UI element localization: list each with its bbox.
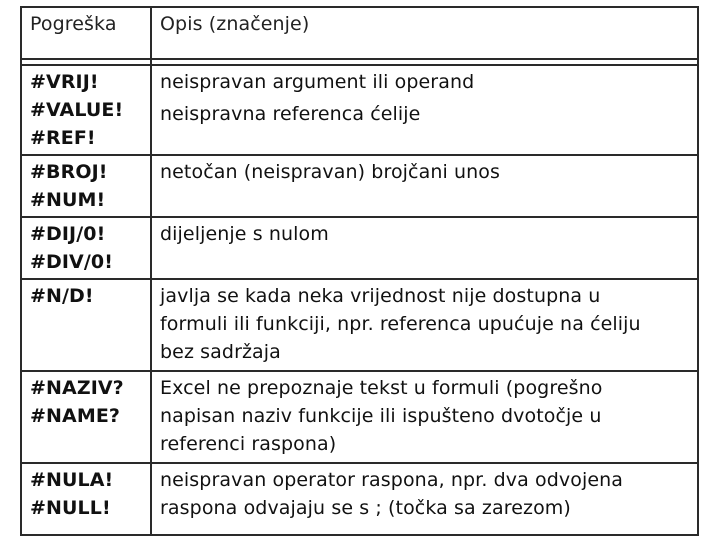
error-codes-cell <box>21 463 151 535</box>
error-description-cell <box>151 217 698 279</box>
header-cell-description: Opis (značenje) <box>151 7 698 59</box>
error-description-cell <box>151 463 698 535</box>
error-codes-cell <box>21 217 151 279</box>
table-row-na <box>21 279 698 371</box>
error-description-cell <box>151 279 698 371</box>
error-code: #NULL! <box>30 497 111 519</box>
description-line: neispravan operator raspona, npr. dva odvojena <box>160 469 623 491</box>
error-code: #NAZIV? <box>30 377 124 399</box>
error-codes-cell <box>21 65 151 155</box>
description-line: referenci raspona) <box>160 433 337 455</box>
table-row-num <box>21 155 698 217</box>
description-line: dijeljenje s nulom <box>160 223 329 245</box>
error-description-cell <box>151 155 698 217</box>
error-code: #DIJ/0! <box>30 223 106 245</box>
table-row-value-ref <box>21 65 698 155</box>
error-code: #REF! <box>30 127 96 149</box>
description-line: raspona odvajaju se s ; (točka sa zarezom) <box>160 497 571 519</box>
error-description-cell <box>151 65 698 155</box>
error-code: #N/D! <box>30 285 94 307</box>
error-code: #NUM! <box>30 189 106 211</box>
error-code: #NAME? <box>30 405 121 427</box>
header-cell-error: Pogreška <box>21 7 151 59</box>
error-code: #DIV/0! <box>30 251 113 273</box>
description-line: formuli ili funkciji, npr. referenca upućuje na ćeliju <box>160 313 641 335</box>
description-line: Excel ne prepoznaje tekst u formuli (pogrešno <box>160 377 603 399</box>
error-code: #BROJ! <box>30 161 108 183</box>
error-table <box>20 6 699 536</box>
error-description-cell <box>151 371 698 463</box>
description-line: neispravan argument ili operand <box>160 71 475 93</box>
error-code: #NULA! <box>30 469 114 491</box>
table-row-null <box>21 463 698 535</box>
error-codes-cell <box>21 279 151 371</box>
description-line: neispravna referenca ćelije <box>160 103 421 125</box>
error-codes-cell <box>21 371 151 463</box>
description-line: napisan naziv funkcije ili ispušteno dvotočje u <box>160 405 602 427</box>
description-line: javlja se kada neka vrijednost nije dostupna u <box>160 285 601 307</box>
error-code: #VRIJ! <box>30 71 99 93</box>
table-row-name <box>21 371 698 463</box>
description-line: bez sadržaja <box>160 341 281 363</box>
description-line: netočan (neispravan) brojčani unos <box>160 161 501 183</box>
table-row-div0 <box>21 217 698 279</box>
error-codes-cell <box>21 155 151 217</box>
error-code: #VALUE! <box>30 99 124 121</box>
table-header-row <box>21 7 698 59</box>
